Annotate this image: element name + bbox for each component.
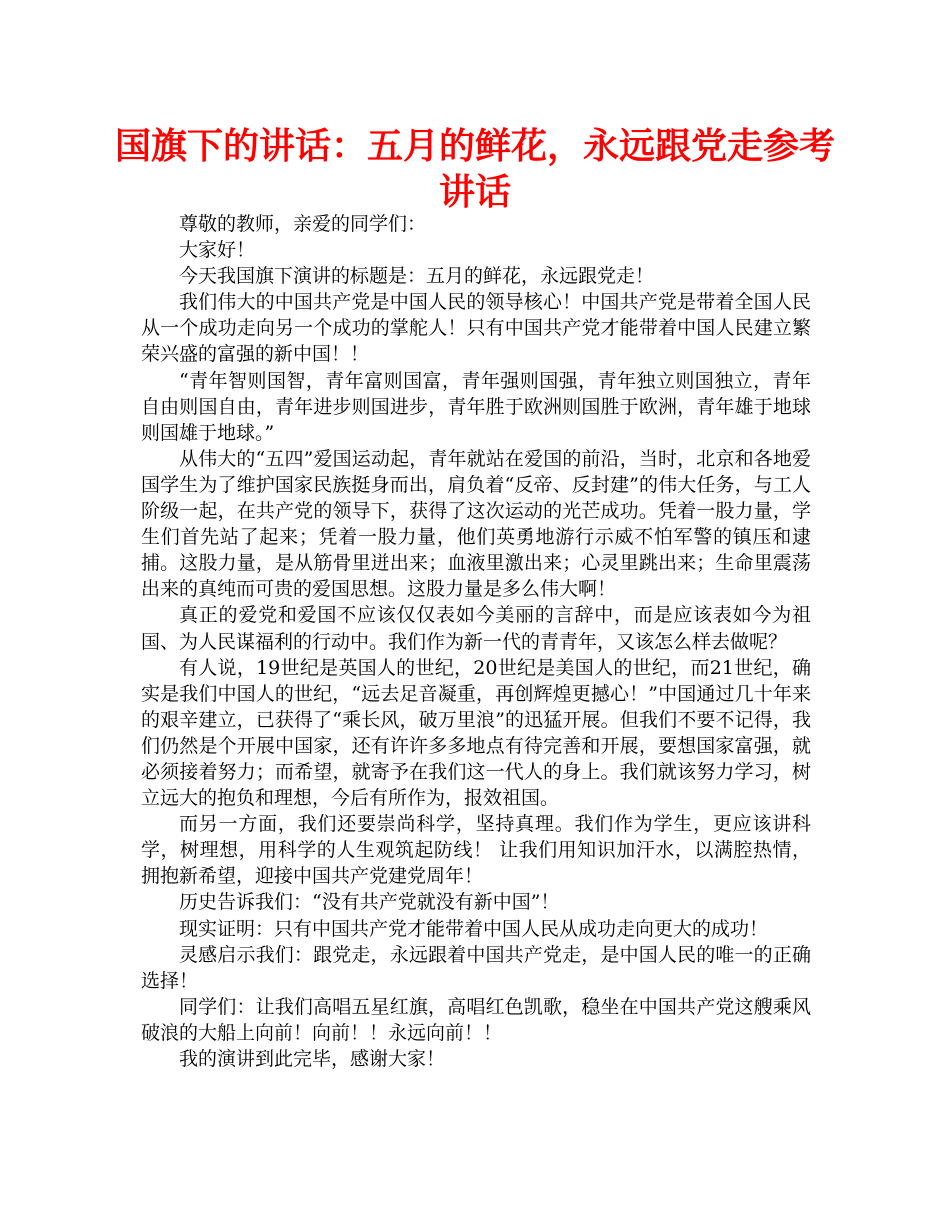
paragraph-topic: 今天我国旗下演讲的标题是：五月的鲜花，永远跟党走！ [179,265,655,288]
paragraph: 现实证明：只有中国共产党才能带着中国人民从成功走向更大的成功！ [179,917,769,940]
paragraph: 同学们：让我们高唱五星红旗，高唱红色凯歌，稳坐在中国共产党这艘乘风破浪的大船上向前！向前！！永远向前！！ [141,995,811,1044]
document-title: 国旗下的讲话：五月的鲜花，永远跟党走参考讲话 [114,126,835,213]
paragraph: 有人说，19世纪是英国人的世纪，20世纪是美国人的世纪，而21世纪，确实是我们中国人的世纪，“远去足音凝重，再创辉煌更撼心！”中国通过几十年来的艰辛建立，已获得了“乘长风，破万里浪”的迅猛开展。但我们不要不记得，我们仍然是个开展中国家，还有许许多多地点有待完善和开展，要想国家富强，就必须接着努力；而希望，就寄予在我们这一代人的身上。我们就该努力学习，树立远大的抱负和理想，今后有所作为，报效祖国。 [141,656,811,810]
paragraph: 灵感启示我们：跟党走，永远跟着中国共产党走，是中国人民的唯一的正确选择！ [141,943,811,992]
document-body [141,211,811,1072]
paragraph: 真正的爱党和爱国不应该仅仅表如今美丽的言辞中，而是应该表如今为祖国、为人民谋福利的行动中。我们作为新一代的青青年，又该怎么样去做呢？ [141,604,811,653]
paragraph-greeting: 大家好！ [179,239,256,262]
paragraph-quote: “青年智则国智，青年富则国富，青年强则国强，青年独立则国独立，青年自由则国自由，青年进步则国进步，青年胜于欧洲则国胜于欧洲，青年雄于地球则国雄于地球。” [141,369,811,444]
paragraph-salutation: 尊敬的教师，亲爱的同学们： [179,213,427,235]
paragraph: 我们伟大的中国共产党是中国人民的领导核心！中国共产党是带着全国人民从一个成功走向另一个成功的掌舵人！只有中国共产党才能带着中国人民建立繁荣兴盛的富强的新中国！！ [141,291,811,366]
paragraph: 历史告诉我们：“没有共产党就没有新中国”！ [179,891,560,914]
paragraph-closing: 我的演讲到此完毕，感谢大家！ [179,1048,446,1070]
paragraph: 而另一方面，我们还要崇尚科学，坚持真理。我们作为学生，更应该讲科学，树理想，用科学的人生观筑起防线！ 让我们用知识加汗水，以满腔热情，拥抱新希望，迎接中国共产党建党周年！ [141,813,811,888]
paragraph: 从伟大的“五四”爱国运动起，青年就站在爱国的前沿，当时，北京和各地爱国学生为了维护国家民族挺身而出，肩负着“反帝、反封建”的伟大任务，与工人阶级一起，在共产党的领导下，获得了这次运动的光芒成功。凭着一股力量，学生们首先站了起来；凭着一股力量，他们英勇地游行示威不怕军警的镇压和逮捕。这股力量，是从筋骨里迸出来；血液里激出来；心灵里跳出来；生命里震荡出来的真纯而可贵的爱国思想。这股力量是多么伟大啊！ [141,447,811,601]
